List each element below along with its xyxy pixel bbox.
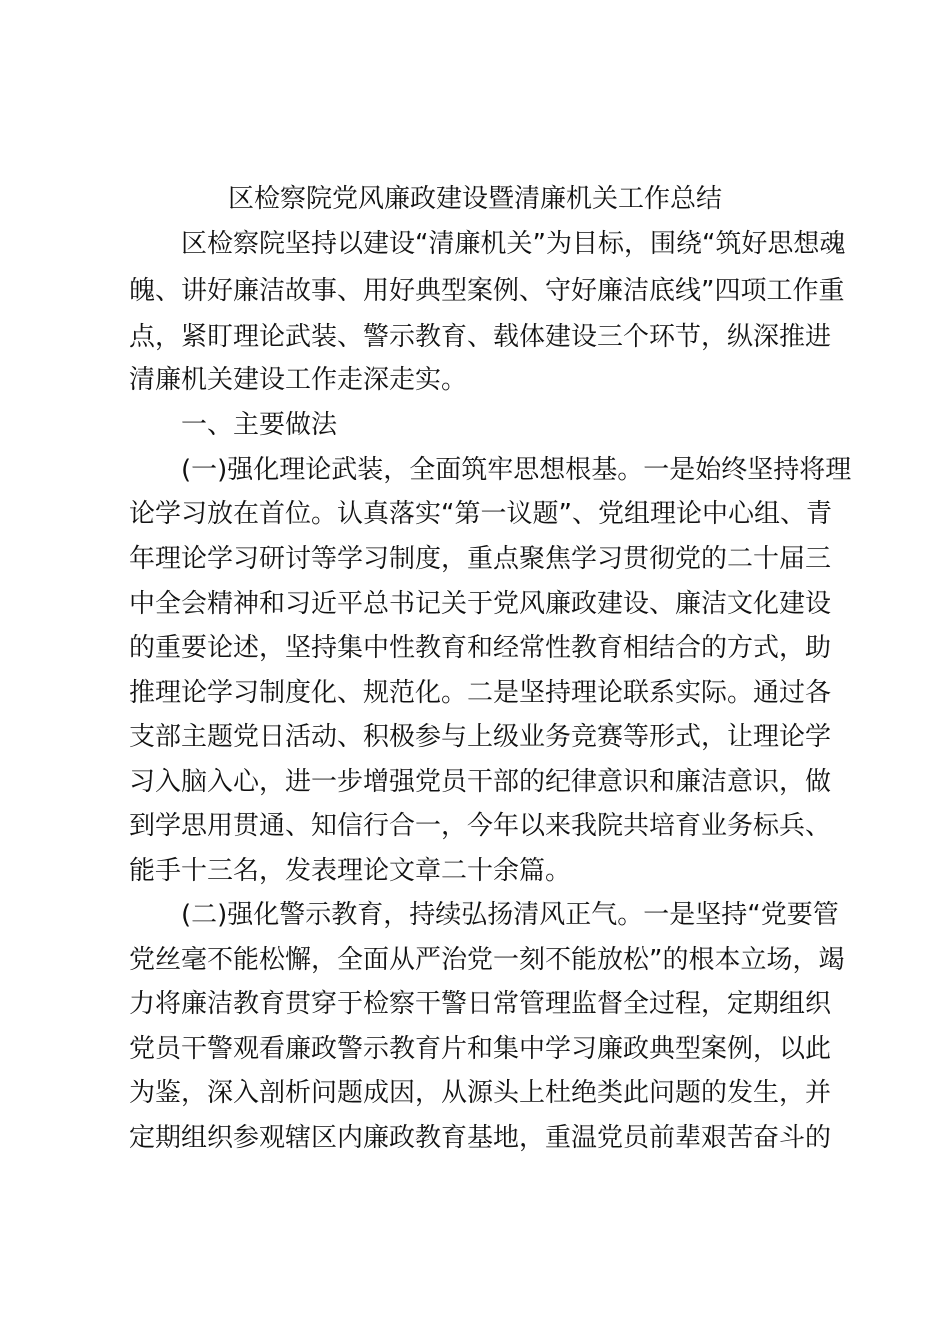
paragraph-line: 的重要论述，坚持集中性教育和经常性教育相结合的方式，助	[129, 633, 832, 663]
paragraph-line: 党员干警观看廉政警示教育片和集中学习廉政典型案例，以此	[129, 1034, 832, 1064]
paragraph-line: 到学思用贯通、知信行合一，今年以来我院共培育业务标兵、	[129, 811, 832, 841]
paragraph-line: 点，紧盯理论武装、警示教育、载体建设三个环节，纵深推进	[129, 322, 832, 352]
paragraph-line: 习入脑入心，进一步增强党员干部的纪律意识和廉洁意识，做	[129, 767, 832, 797]
paragraph-line: 党丝毫不能松懈，全面从严治党一刻不能放松”的根本立场，竭	[129, 945, 845, 975]
document-title: 区检察院党风廉政建设暨清廉机关工作总结	[227, 184, 722, 214]
paragraph-line: 魄、讲好廉洁故事、用好典型案例、守好廉洁底线”四项工作重	[129, 276, 845, 306]
paragraph-line: 区检察院坚持以建设“清廉机关”为目标，围绕“筑好思想魂	[181, 229, 846, 259]
section-heading: 一、主要做法	[181, 410, 338, 440]
paragraph-line: (二)强化警示教育，持续弘扬清风正气。一是坚持“党要管	[181, 900, 839, 930]
paragraph-line: 支部主题党日活动、积极参与上级业务竞赛等形式，让理论学	[129, 722, 832, 752]
paragraph-line: 能手十三名，发表理论文章二十余篇。	[129, 856, 572, 886]
paragraph-line: 论学习放在首位。认真落实“第一议题”、党组理论中心组、青	[129, 499, 832, 529]
paragraph-line: 为鉴，深入剖析问题成因，从源头上杜绝类此问题的发生，并	[129, 1078, 832, 1108]
paragraph-line: 推理论学习制度化、规范化。二是坚持理论联系实际。通过各	[129, 678, 832, 708]
paragraph-line: 中全会精神和习近平总书记关于党风廉政建设、廉洁文化建设	[129, 589, 832, 619]
paragraph-line: 清廉机关建设工作走深走实。	[129, 365, 468, 395]
paragraph-line: (一)强化理论武装，全面筑牢思想根基。一是始终坚持将理	[181, 455, 852, 485]
paragraph-line: 力将廉洁教育贯穿于检察干警日常管理监督全过程，定期组织	[129, 989, 832, 1019]
paragraph-line: 年理论学习研讨等学习制度，重点聚焦学习贯彻党的二十届三	[129, 544, 832, 574]
paragraph-line: 定期组织参观辖区内廉政教育基地，重温党员前辈艰苦奋斗的	[129, 1123, 832, 1153]
